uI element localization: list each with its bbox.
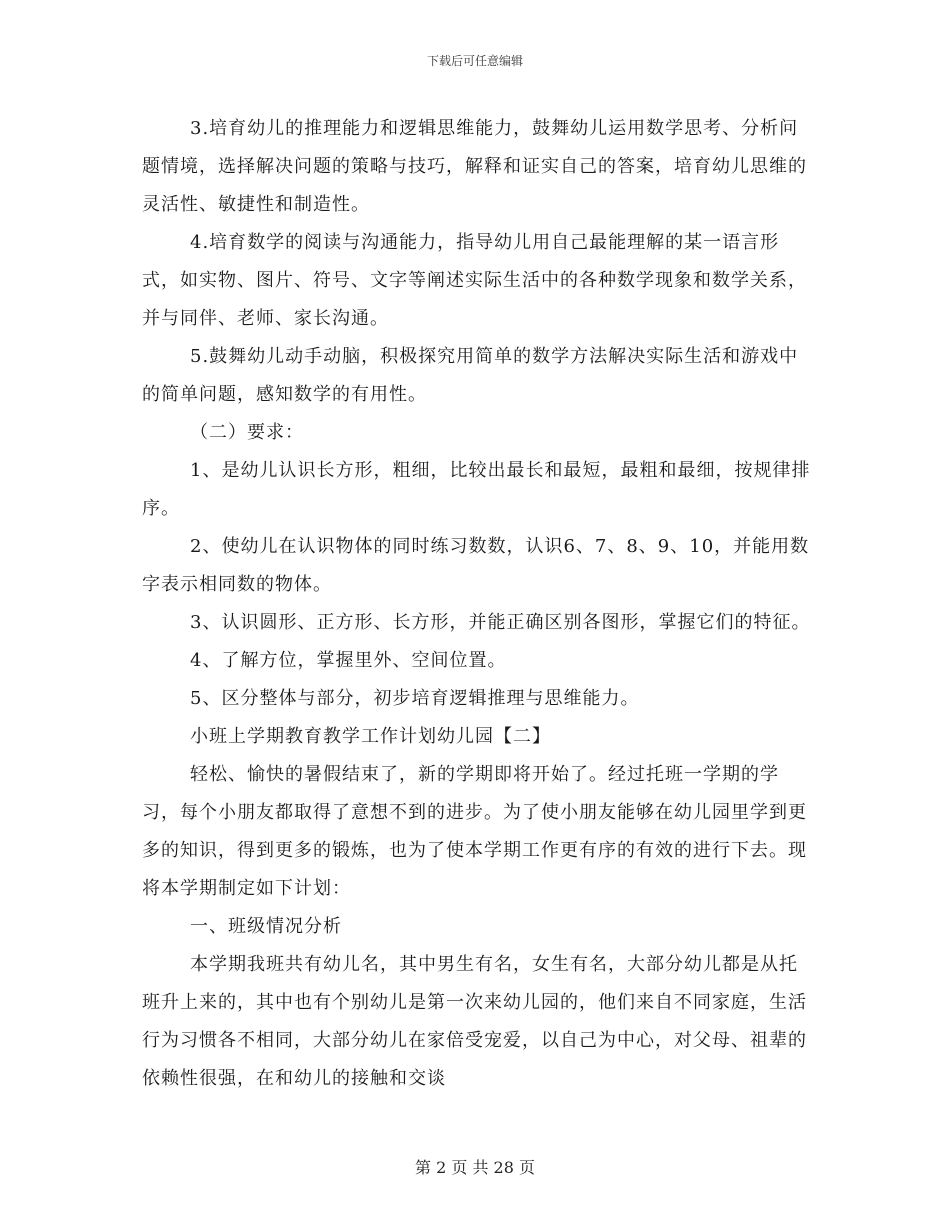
paragraph-requirement-5: 5、区分整体与部分，初步培育逻辑推理与思维能力。 xyxy=(190,688,640,709)
paragraph-objective-5: 5.鼓舞幼儿动手动脑，积极探究用简单的数学方法解决实际生活和游戏中的简单问题，感知数学的有用性。 xyxy=(142,346,799,405)
section-heading-requirements: （二）要求： xyxy=(190,422,304,443)
section-heading-class-analysis: 一、班级情况分析 xyxy=(190,916,342,937)
paragraph-requirement-2: 2、使幼儿在认识物体的同时练习数数，认识6、7、8、9、10，并能用数字表示相同数的物体。 xyxy=(142,536,810,595)
paragraph-objective-3: 3.培育幼儿的推理能力和逻辑思维能力，鼓舞幼儿运用数学思考、分析问题情境，选择解决问题的策略与技巧，解释和证实自己的答案，培育幼儿思维的灵活性、敏捷性和制造性。 xyxy=(142,118,807,215)
paragraph-requirement-1: 1、是幼儿认识长方形，粗细，比较出最长和最短，最粗和最细，按规律排序。 xyxy=(142,460,811,519)
paragraph-objective-4: 4.培育数学的阅读与沟通能力，指导幼儿用自己最能理解的某一语言形式，如实物、图片、符号、文字等阐述实际生活中的各种数学现象和数学关系，并与同伴、老师、家长沟通。 xyxy=(142,232,807,329)
document-body xyxy=(142,110,812,1098)
paragraph-class-analysis: 本学期我班共有幼儿名，其中男生有名，女生有名，大部分幼儿都是从托班升上来的，其中也有个别幼儿是第一次来幼儿园的，他们来自不同家庭，生活行为习惯各不相同，大部分幼儿在家倍受宠爱，以自己为中心，对父母、祖辈的依赖性很强，在和幼儿的接触和交谈 xyxy=(142,954,807,1089)
page-number: 第 2 页 共 28 页 xyxy=(415,1158,535,1177)
plan-title-two: 小班上学期教育教学工作计划幼儿园【二】 xyxy=(190,726,551,747)
paragraph-requirement-4: 4、了解方位，掌握里外、空间位置。 xyxy=(190,650,507,671)
paragraph-intro: 轻松、愉快的暑假结束了，新的学期即将开始了。经过托班一学期的学习，每个小朋友都取得了意想不到的进步。为了使小朋友能够在幼儿园里学到更多的知识，得到更多的锻炼，也为了使本学期工作更有序的有效的进行下去。现将本学期制定如下计划： xyxy=(142,764,807,899)
paragraph-requirement-3: 3、认识圆形、正方形、长方形，并能正确区别各图形，掌握它们的特征。 xyxy=(190,612,811,633)
page-header: 下载后可任意编辑 xyxy=(426,54,523,68)
